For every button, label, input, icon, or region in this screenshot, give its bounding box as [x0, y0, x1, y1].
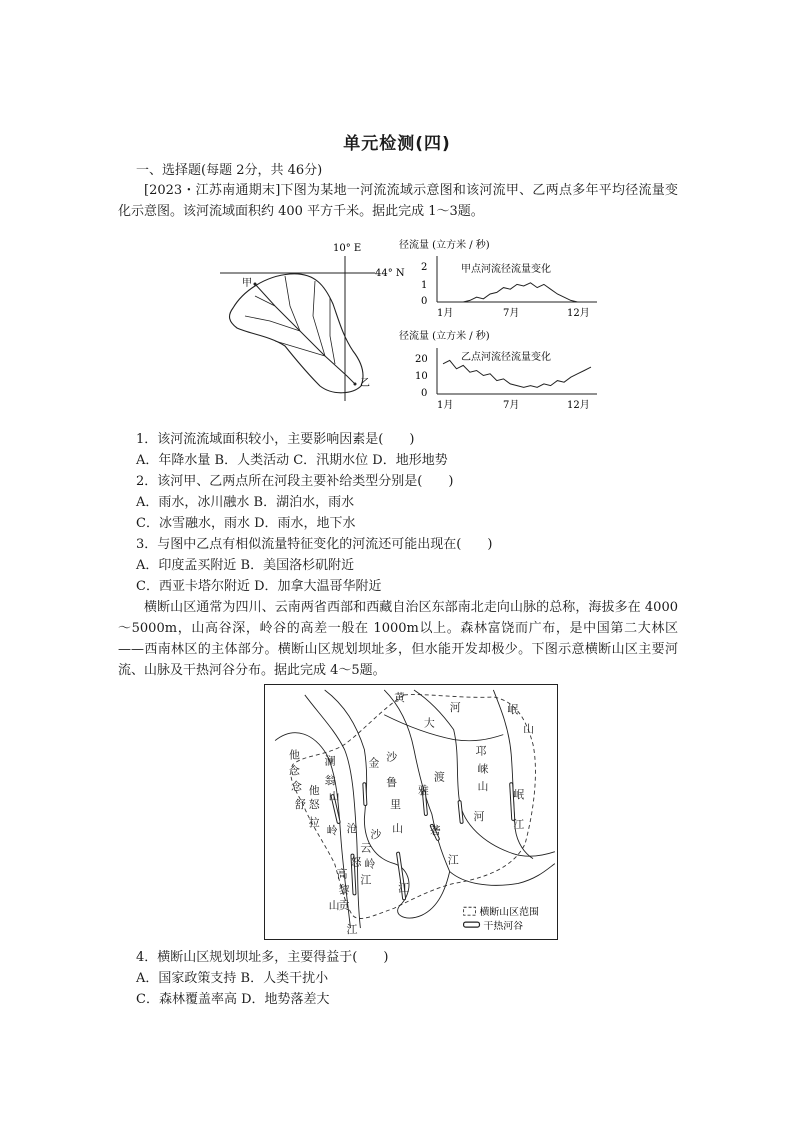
question-3-options-cd: C．西亚卡塔尔附近 D．加拿大温哥华附近	[136, 579, 382, 594]
label-qiong: 邛	[475, 744, 487, 758]
label-du: 渡	[433, 770, 445, 784]
basin-outline	[230, 274, 363, 393]
point-jia-label: 甲	[242, 278, 252, 289]
label-jin: 金	[368, 756, 380, 770]
question-3-options-ab: A．印度孟买附近 B．美国洛杉矶附近	[136, 558, 355, 573]
question-4-options-cd: C．森林覆盖率高 D．地势落差大	[136, 992, 330, 1007]
label-he2: 河	[473, 809, 485, 823]
label-sha1: 沙	[386, 750, 398, 764]
basin-map	[220, 243, 405, 401]
label-da: 大	[423, 716, 435, 730]
label-ta2: 他	[308, 784, 320, 798]
yangtze-river	[450, 864, 555, 886]
label-shan-l: 山	[392, 821, 404, 835]
label-gao: 高	[336, 867, 348, 881]
question-1-options: A．年降水量 B．人类活动 C．汛期水位 D．地形地势	[136, 453, 448, 468]
label-huang: 黄	[394, 690, 406, 704]
chart-yi-xtick-1: 7月	[503, 400, 520, 411]
label-shan-min: 山	[523, 722, 535, 736]
label-ya: 雅	[417, 784, 429, 798]
label-bo: 念	[290, 780, 302, 794]
legend-range-swatch	[464, 907, 476, 915]
label-nu2: 怒	[350, 855, 362, 869]
legend-valley-swatch	[464, 922, 480, 927]
main-river	[255, 284, 355, 384]
question-3: 3．与图中乙点有相似流量特征变化的河流还可能出现在( )	[136, 537, 493, 552]
label-nian: 念	[288, 764, 300, 778]
chart-yi-xtick-2: 12月	[567, 400, 590, 411]
legend-range-label: 横断山区范围	[479, 907, 539, 919]
lancang-river	[305, 695, 361, 928]
label-ta: 他	[288, 748, 300, 762]
chart-yi	[399, 329, 597, 411]
label-jiang-y: 江	[447, 853, 459, 867]
boundary-line-north	[384, 715, 503, 741]
label-cang: 沧	[346, 821, 358, 835]
chart-jia-ylabel: 径流量 (立方米 / 秒)	[399, 240, 490, 251]
label-li: 里	[390, 798, 402, 812]
label-ling2: 岭	[364, 857, 376, 871]
label-min1: 岷	[507, 702, 519, 716]
question-2: 2．该河甲、乙两点所在河段主要补给类型分别是( )	[136, 474, 454, 489]
tributaries	[245, 276, 335, 364]
question-intro-2: 横断山区通常为四川、云南两省西部和西藏自治区东部南北走向山脉的总称，海拔多在 4000～5000m，山高谷深，岭谷的高差一般在 1000m以上。森林富饶而广布，是中国第二大林区——西南林区的主体部分。横断山区规划坝址多，但水能开发却极少。下图示意横断山区主要河流、山脉及干热河谷分布。据此完成 4～5题。	[118, 600, 678, 678]
label-shan-g: 山	[328, 899, 340, 913]
chart-yi-series-line	[443, 360, 591, 387]
chart-yi-xtick-0: 1月	[437, 400, 454, 411]
label-lai: 崃	[477, 762, 489, 776]
label-sha2: 沙	[370, 827, 382, 841]
chart-jia-ytick-0: 2	[421, 262, 428, 273]
map-legend	[464, 905, 539, 932]
question-4-options-ab: A．国家政策支持 B．人类干扰小	[136, 971, 329, 986]
label-long: 砻	[429, 823, 441, 837]
chart-jia	[399, 238, 597, 319]
latitude-label: 44° N	[375, 268, 405, 279]
point-yi-marker	[354, 383, 357, 386]
label-min2: 岷	[513, 788, 525, 802]
label-jiang-j: 江	[360, 873, 372, 887]
label-jiang-min: 江	[513, 817, 525, 831]
chart-yi-title: 乙点河流径流量变化	[461, 352, 551, 363]
question-1: 1．该河流流域面积较小，主要影响因素是( )	[136, 432, 415, 447]
question-intro-1: [2023・江苏南通期末]下图为某地一河流流域示意图和该河流甲、乙两点多年平均径流量变化示意图。该河流域面积约 400 平方千米。据此完成 1～3题。	[118, 183, 678, 219]
chart-jia-title: 甲点河流径流量变化	[461, 264, 551, 275]
chart-jia-ytick-1: 1	[421, 280, 428, 291]
label-shan-n: 山	[328, 790, 340, 804]
river-basin-figure	[215, 236, 605, 416]
chart-yi-ytick-1: 10	[415, 371, 428, 382]
chart-yi-ytick-2: 0	[421, 388, 428, 399]
label-lu: 鲁	[386, 776, 398, 790]
label-shu: 舒	[294, 798, 306, 812]
question-4: 4．横断山区规划坝址多，主要得益于( )	[136, 950, 389, 965]
chart-jia-xtick-1: 7月	[503, 308, 520, 319]
point-yi-label: 乙	[360, 378, 370, 389]
label-weng: 翁	[324, 774, 336, 788]
hengduan-map-figure	[264, 684, 558, 940]
point-jia-marker	[254, 283, 257, 286]
page-title: 单元检测(四)	[343, 134, 451, 154]
legend-valley-label: 干热河谷	[483, 921, 524, 933]
chart-jia-xtick-0: 1月	[437, 308, 454, 319]
label-li2: 黎	[338, 883, 350, 897]
chart-jia-series-line	[443, 283, 591, 302]
label-ling: 岭	[326, 823, 338, 837]
label-nu: 怒	[308, 798, 320, 812]
label-jiang-x: 江	[398, 881, 410, 895]
label-gong: 贡	[338, 899, 350, 913]
chart-yi-ylabel: 径流量 (立方米 / 秒)	[399, 331, 490, 342]
question-2-options-ab: A．雨水，冰川融水 B．湖泊水，雨水	[136, 495, 355, 510]
label-yun: 云	[360, 841, 372, 855]
chart-yi-ytick-0: 20	[415, 354, 428, 365]
label-la: 拉	[308, 815, 320, 829]
chart-jia-ytick-2: 0	[421, 296, 428, 307]
label-jiang-nu: 江	[346, 923, 358, 937]
chart-jia-xtick-2: 12月	[567, 308, 590, 319]
question-2-options-cd: C．冰雪融水，雨水 D．雨水，地下水	[136, 516, 356, 531]
section-heading: 一、选择题(每题 2分，共 46分)	[136, 163, 323, 178]
longitude-label: 10° E	[333, 243, 362, 254]
label-he1: 河	[449, 700, 461, 714]
label-shan-q: 山	[477, 780, 489, 794]
label-lan: 澜	[324, 754, 336, 768]
